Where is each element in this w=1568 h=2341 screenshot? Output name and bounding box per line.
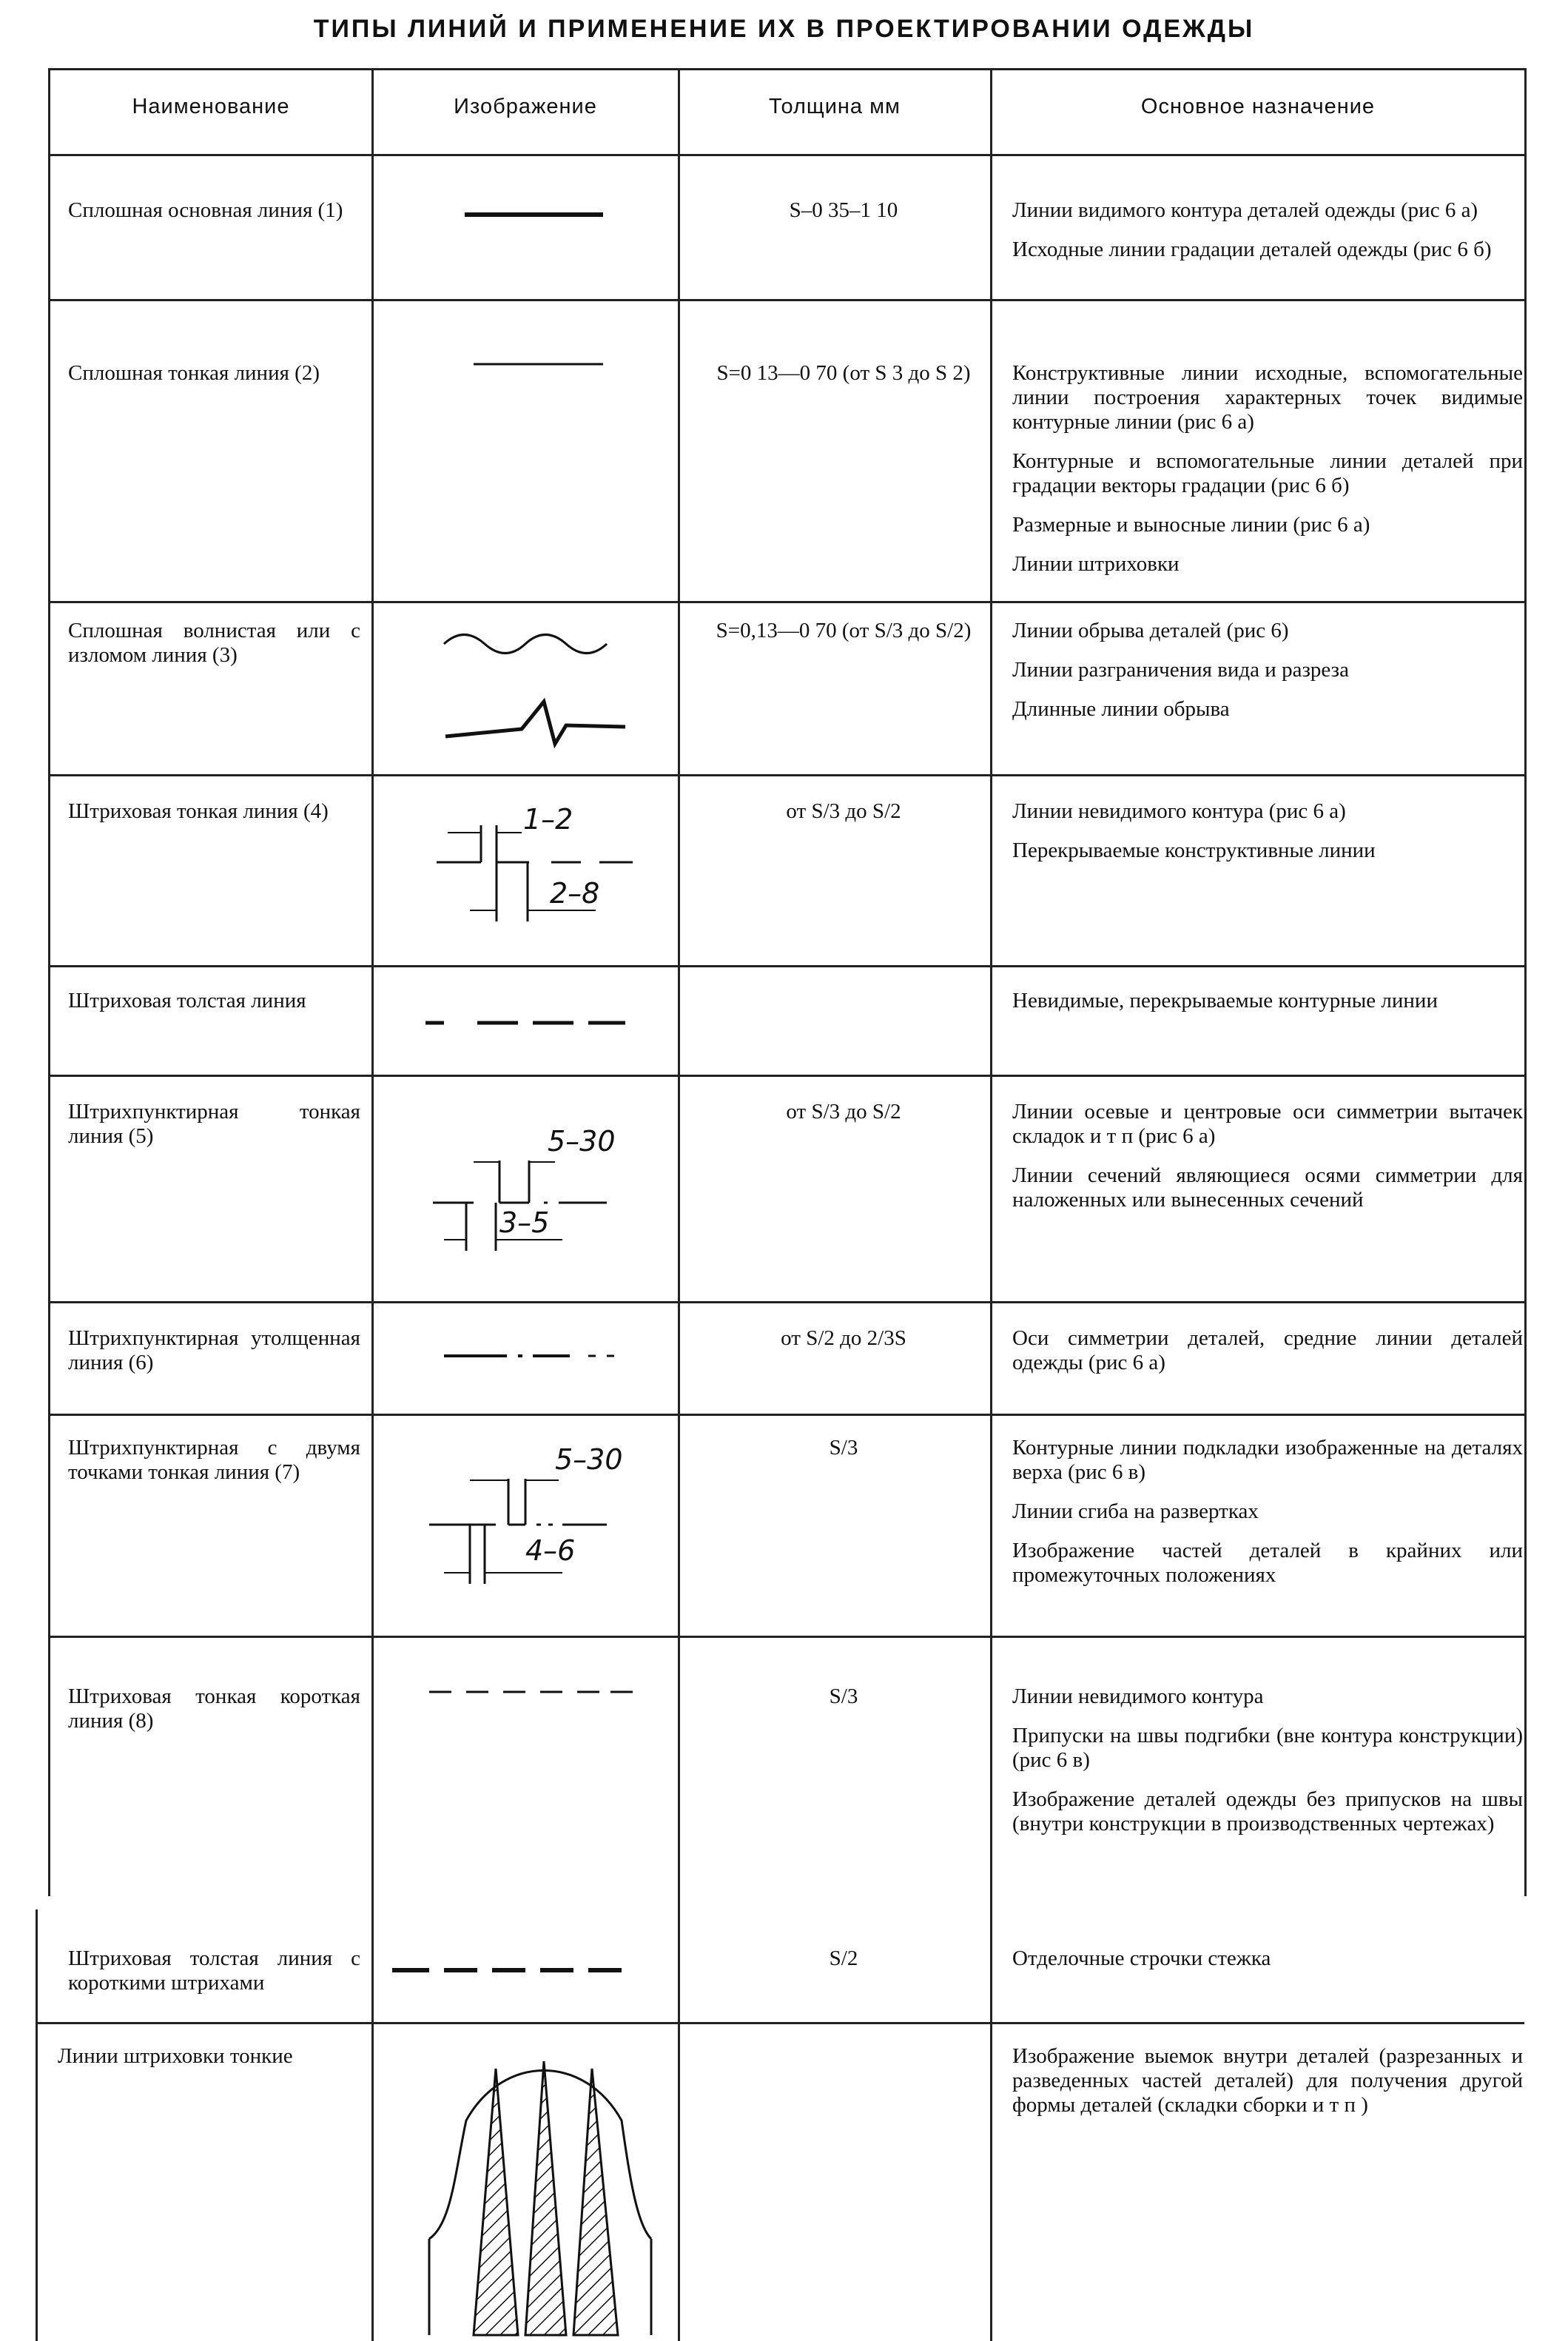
row-3-purpose — [1012, 619, 1523, 736]
purpose-item: Исходные линии градации деталей одежды (рис 6 б) — [1012, 238, 1492, 261]
row-6-purpose — [1012, 1100, 1523, 1227]
line-sample-dashdot-thick — [437, 1348, 629, 1363]
row-6-thickness: от S/3 до S/2 — [786, 1100, 901, 1124]
purpose-item: Контурные линии подкладки изображенные на деталях верха (рис 6 в) — [1012, 1436, 1523, 1484]
line-sample-dashdot-thin — [429, 1110, 651, 1280]
purpose-item: Линии осевые и центровые оси симметрии вытачек складок и т п (рис 6 а) — [1012, 1100, 1523, 1148]
purpose-item: Невидимые, перекрываемые контурные линии — [1012, 989, 1438, 1012]
line-sample-solid-thin — [444, 357, 622, 372]
purpose-item: Линии разграничения вида и разреза — [1012, 658, 1349, 682]
purpose-item: Линии видимого контура деталей одежды (рис 6 а) — [1012, 198, 1478, 222]
row-divider — [48, 1636, 1524, 1638]
line-sample-dashed-thick-short — [388, 1963, 640, 1978]
purpose-item: Отделочные строчки стежка — [1012, 1947, 1271, 1970]
purpose-item: Линии невидимого контура (рис 6 а) — [1012, 799, 1346, 823]
hatching-sample — [414, 2039, 659, 2339]
line-sample-dashed-thick — [422, 1015, 644, 1030]
row-1-name: Сплошная основная линия (1) — [68, 198, 343, 222]
row-8-thickness: S/3 — [829, 1436, 858, 1460]
row-2-purpose — [1012, 361, 1523, 591]
row-divider — [48, 601, 1524, 603]
row-9-purpose — [1012, 1685, 1523, 1851]
line-sample-solid-main — [444, 207, 622, 222]
dim-label: 3–5 — [499, 1206, 550, 1239]
purpose-item: Длинные линии обрыва — [1012, 697, 1230, 721]
row-1-purpose — [1012, 198, 1523, 277]
purpose-item: Линии обрыва деталей (рис 6) — [1012, 619, 1289, 642]
row-9-name: Штриховая тонкая короткая линия (8) — [68, 1685, 360, 1733]
row-9-thickness: S/3 — [829, 1685, 858, 1708]
column-border — [48, 68, 50, 1896]
purpose-item: Припуски на швы подгибки (вне контура конструкции) (рис 6 в) — [1012, 1724, 1523, 1772]
header-image: Изображение — [454, 95, 597, 118]
column-border — [678, 68, 680, 2341]
row-2-thickness: S=0 13—0 70 (от S 3 до S 2) — [716, 361, 971, 385]
row-3-thickness: S=0,13—0 70 (от S/3 до S/2) — [716, 619, 972, 642]
row-1-thickness: S–0 35–1 10 — [789, 198, 898, 222]
row-5-purpose — [1012, 989, 1523, 1028]
row-6-name: Штрихпунктирная тонкая линия (5) — [68, 1100, 360, 1148]
header-purpose: Основное назначение — [1140, 95, 1376, 118]
row-3-name: Сплошная волнистая или с изломом линия (3) — [68, 619, 360, 667]
line-sample-dashdotdot-thin — [425, 1436, 647, 1613]
row-divider — [48, 965, 1524, 967]
column-border — [990, 68, 992, 2341]
row-4-thickness: от S/3 до S/2 — [786, 799, 901, 823]
purpose-item: Перекрываемые конструктивные линии — [1012, 839, 1376, 862]
purpose-item: Конструктивные линии исходные, вспомогательные линии построения характерных точек видимые контурные линии (рис 6 а) — [1012, 361, 1523, 434]
row-4-name: Штриховая тонкая линия (4) — [68, 799, 329, 823]
row-10-name: Штриховая толстая линия с короткими штрихами — [68, 1947, 360, 1995]
dim-label: 2–8 — [550, 877, 600, 910]
purpose-item: Линии штриховки — [1012, 552, 1180, 576]
line-sample-wavy-break — [437, 622, 636, 755]
dim-label: 5–30 — [548, 1125, 616, 1158]
purpose-item: Линии невидимого контура — [1012, 1685, 1264, 1708]
row-divider — [48, 1301, 1524, 1303]
dim-label: 1–2 — [523, 803, 573, 836]
row-10-purpose — [1012, 1947, 1523, 1986]
row-divider — [48, 1075, 1524, 1077]
row-divider — [48, 299, 1524, 301]
row-4-purpose — [1012, 799, 1523, 878]
row-8-name: Штрихпунктирная с двумя точками тонкая линия (7) — [68, 1436, 360, 1484]
header-thickness: Толщина мм — [769, 95, 901, 118]
row-8-purpose — [1012, 1436, 1523, 1602]
purpose-item: Линии сечений являющиеся осями симметрии для наложенных или вынесенных сечений — [1012, 1163, 1523, 1212]
purpose-item: Размерные и выносные линии (рис 6 а) — [1012, 513, 1370, 537]
dim-label: 4–6 — [525, 1534, 576, 1567]
row-5-name: Штриховая толстая линия — [68, 989, 306, 1012]
row-2-name: Сплошная тонкая линия (2) — [68, 361, 320, 385]
column-border — [1524, 68, 1527, 1896]
row-divider — [36, 2022, 1524, 2024]
row-10-thickness: S/2 — [829, 1947, 858, 1970]
purpose-item: Линии сгиба на развертках — [1012, 1499, 1259, 1523]
row-7-thickness: от S/2 до 2/3S — [781, 1326, 906, 1350]
line-sample-dashed-thin — [433, 799, 655, 947]
dim-label: 5–30 — [555, 1443, 623, 1476]
table-top-border — [48, 68, 1524, 70]
header-bottom-border — [48, 154, 1524, 156]
purpose-item: Контурные и вспомогательные линии деталей при градации векторы градации (рис 6 б) — [1012, 449, 1523, 497]
row-11-name: Линии штриховки тонкие — [58, 2044, 293, 2068]
header-name: Наименование — [132, 95, 290, 118]
page-title: ТИПЫ ЛИНИЙ И ПРИМЕНЕНИЕ ИХ В ПРОЕКТИРОВАНИИ ОДЕЖДЫ — [313, 15, 1255, 43]
row-divider — [48, 774, 1524, 776]
row-divider — [48, 1414, 1524, 1416]
purpose-item: Изображение выемок внутри деталей (разрезанных и разведенных частей деталей) для получения другой формы деталей (складки сборки и т п ) — [1012, 2044, 1523, 2117]
row-7-name: Штрихпунктирная утолщенная линия (6) — [68, 1326, 360, 1374]
row-11-purpose — [1012, 2044, 1523, 2132]
purpose-item: Оси симметрии деталей, средние линии деталей одежды (рис 6 а) — [1012, 1326, 1523, 1374]
purpose-item: Изображение частей деталей в крайних или промежуточных положениях — [1012, 1539, 1523, 1587]
purpose-item: Изображение деталей одежды без припусков на швы (внутри конструкции в производственных чертежах) — [1012, 1787, 1523, 1835]
line-sample-dashed-short-thin — [422, 1685, 644, 1699]
row-7-purpose — [1012, 1326, 1523, 1390]
column-border — [36, 1910, 38, 2341]
column-border — [371, 68, 374, 2341]
